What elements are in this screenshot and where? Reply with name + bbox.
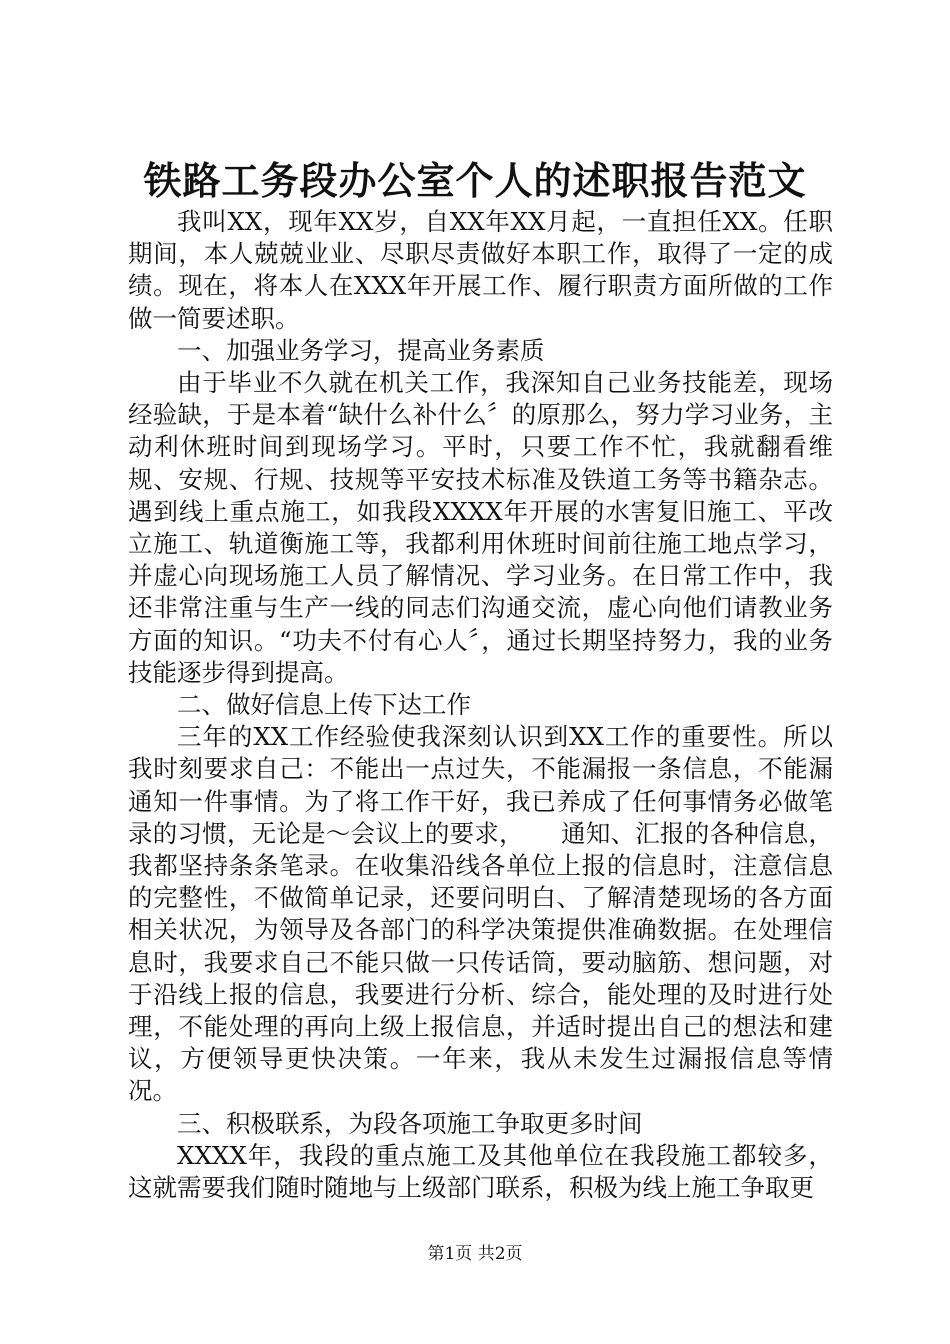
paragraph-section-3: XXXX年，我段的重点施工及其他单位在我段施工都较多，这就需要我们随时随地与上级部门联系，积极为线上施工争取更 — [128, 1140, 833, 1203]
section-heading-3: 三、积极联系，为段各项施工争取更多时间 — [177, 1108, 643, 1138]
paragraph-section-2: 三年的XX工作经验使我深刻认识到XX工作的重要性。所以我时刻要求自己：不能出一点过失，不能漏报一条信息，不能漏通知一件事情。为了将工作干好，我已养成了任何事情务必做笔录的习惯，无论是～会议上的要求， 通知、汇报的各种信息，我都坚持条条笔录。在收集沿线各单位上报的信息时，注意信息的完整性，不做简单记录，还要问明白、了解清楚现场的各方面相关状况，为领导及各部门的科学决策提供准确数据。在处理信息时，我要求自己不能只做一只传话筒，要动脑筋、想问题，对于沿线上报的信息，我要进行分析、综合，能处理的及时进行处理，不能处理的再向上级上报信息，并适时提出自己的想法和建议，方便领导更快决策。一年来，我从未发生过漏报信息等情况。 — [128, 722, 833, 1106]
paragraph-section-1: 由于毕业不久就在机关工作，我深知自己业务技能差，现场经验缺，于是本着“缺什么补什么〞的原那么，努力学习业务，主动利休班时间到现场学习。平时，只要工作不忙，我就翻看维规、安规、行规、技规等平安技术标准及铁道工务等书籍杂志。遇到线上重点施工，如我段XXXX年开展的水害复旧施工、平改立施工、轨道衡施工等，我都利用休班时间前往施工地点学习，并虚心向现场施工人员了解情况、学习业务。在日常工作中，我还非常注重与生产一线的同志们沟通交流，虚心向他们请教业务方面的知识。“功夫不付有心人〞，通过长期坚持努力，我的业务技能逐步得到提高。 — [128, 368, 833, 687]
page-footer: 第1页 共2页 — [427, 1244, 523, 1264]
document-title: 铁路工务段办公室个人的述职报告范文 — [143, 158, 807, 203]
document-body — [128, 206, 833, 1204]
section-heading-2: 二、做好信息上传下达工作 — [177, 690, 471, 720]
section-heading-1: 一、加强业务学习，提高业务素质 — [177, 335, 545, 365]
paragraph-intro: 我叫XX，现年XX岁，自XX年XX月起，一直担任XX。任职期间，本人兢兢业业、尽职尽责做好本职工作，取得了一定的成绩。现在，将本人在XXX年开展工作、履行职责方面所做的工作做一简要述职。 — [128, 207, 833, 333]
